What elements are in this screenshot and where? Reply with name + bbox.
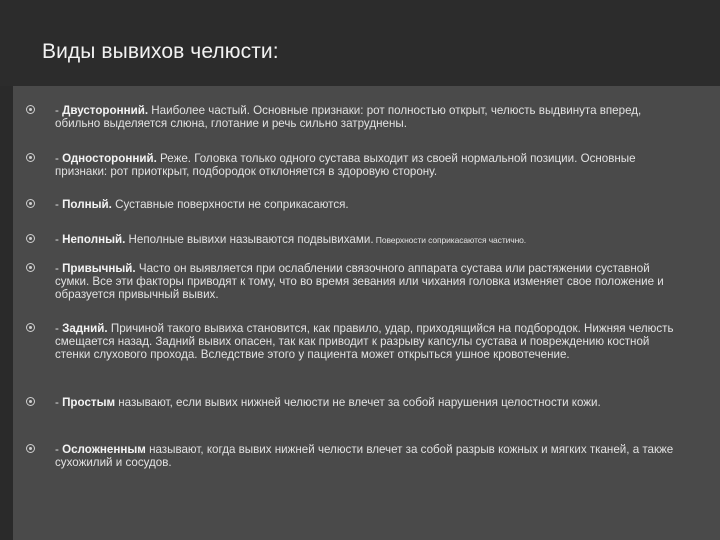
- bullet-icon: [26, 105, 35, 114]
- description: называют, если вывих нижней челюсти не влечет за собой нарушения целостности кожи.: [115, 396, 601, 409]
- bullet-icon: [26, 199, 35, 208]
- term: Привычный.: [62, 262, 136, 275]
- slide-title: Виды вывихов челюсти:: [42, 40, 279, 63]
- term: Полный.: [62, 198, 112, 211]
- description: Неполные вывихи называются подвывихами.: [125, 233, 374, 246]
- bullet-icon: [26, 263, 35, 272]
- description-note: Поверхности соприкасаются частично.: [373, 235, 527, 245]
- term: Осложненным: [62, 443, 146, 456]
- description: Часто он выявляется при ослаблении связочного аппарата сустава или растяжении суставной сумки. Все эти факторы приводят к тому, что во время зевания или чихания головка изменяет свое положение и образуется привычный вывих.: [55, 262, 664, 301]
- description: Наиболее частый. Основные признаки: рот полностью открыт, челюсть выдвинута вперед, обильно выделяется слюна, глотание и речь сильно затруднены.: [55, 104, 642, 130]
- term: Односторонний.: [62, 152, 157, 165]
- description: Реже. Головка только одного сустава выходит из своей нормальной позиции. Основные признаки: рот приоткрыт, подбородок отклоняется в здоровую сторону.: [55, 152, 636, 178]
- description: Суставные поверхности не соприкасаются.: [111, 198, 349, 211]
- list-item-text: - Односторонний. Реже. Головка только одного сустава выходит из своей нормальной позиции. Основные признаки: рот приоткрыт, подбородок отклоняется в здоровую сторону.: [55, 152, 636, 178]
- bullet-icon: [26, 397, 35, 406]
- bullet-icon: [26, 234, 35, 243]
- description: Причиной такого вывиха становится, как правило, удар, приходящийся на подбородок. Нижняя челюсть смещается назад. Задний вывих опасен, так как приводит к разрыву капсулы сустава и повреждению костной стенки слухового прохода. Вследствие этого у пациента может открыться ушное кровотечение.: [55, 322, 674, 361]
- list-item-text: - Неполный. Неполные вывихи называются подвывихами. Поверхности соприкасаются частично.: [55, 233, 527, 246]
- bullet-icon: [26, 444, 35, 453]
- term: Простым: [62, 396, 116, 409]
- list-item-text: - Двусторонний. Наиболее частый. Основные признаки: рот полностью открыт, челюсть выдвинута вперед, обильно выделяется слюна, глотание и речь сильно затруднены.: [55, 104, 642, 130]
- description: называют, когда вывих нижней челюсти влечет за собой разрыв кожных и мягких тканей, а также сухожилий и сосудов.: [55, 443, 674, 469]
- term: Двусторонний.: [62, 104, 149, 117]
- term: Неполный.: [62, 233, 126, 246]
- list-item-text: - Осложненным называют, когда вывих нижней челюсти влечет за собой разрыв кожных и мягких тканей, а также сухожилий и сосудов.: [55, 443, 674, 469]
- list-item-text: - Простым называют, если вывих нижней челюсти не влечет за собой нарушения целостности кожи.: [55, 396, 601, 409]
- term: Задний.: [62, 322, 108, 335]
- bullet-icon: [26, 323, 35, 332]
- list-item-text: - Задний. Причиной такого вывиха становится, как правило, удар, приходящийся на подбородок. Нижняя челюсть смещается назад. Задний вывих опасен, так как приводит к разрыву капсулы сустава и повреждению костной стенки слухового прохода. Вследствие этого у пациента может открыться ушное кровотечение.: [55, 322, 674, 361]
- list-item-text: - Полный. Суставные поверхности не соприкасаются.: [55, 198, 349, 211]
- list-item-text: - Привычный. Часто он выявляется при ослаблении связочного аппарата сустава или растяжении суставной сумки. Все эти факторы приводят к тому, что во время зевания или чихания головка изменяет свое положение и образуется привычный вывих.: [55, 262, 664, 301]
- bullet-icon: [26, 153, 35, 162]
